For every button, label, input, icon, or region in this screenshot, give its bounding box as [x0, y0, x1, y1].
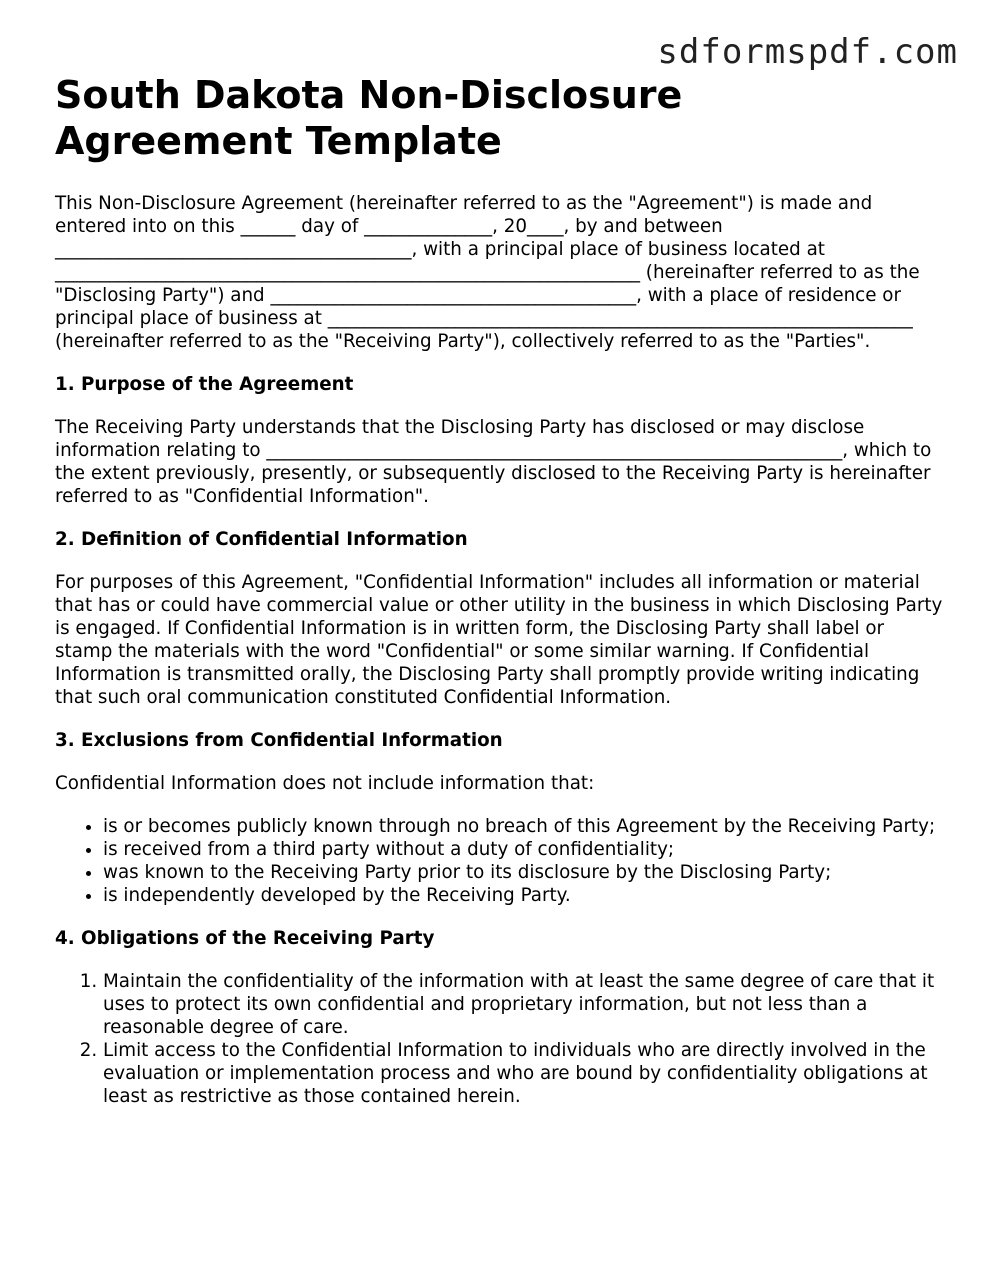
title-line-2: Agreement Template — [55, 119, 502, 163]
section-heading-exclusions: 3. Exclusions from Confidential Information — [55, 730, 503, 751]
section-heading-obligations: 4. Obligations of the Receiving Party — [55, 928, 435, 949]
section-heading-purpose: 1. Purpose of the Agreement — [55, 374, 354, 395]
section-heading-definition: 2. Definition of Confidential Information — [55, 529, 468, 550]
exclusions-list — [55, 815, 943, 907]
list-item: 1. Maintain the confidentiality of the information with at least the same degree of care that it uses to protect its own confidential and proprietary information, but not less than a reasonable degree of care. — [103, 970, 943, 1039]
list-item: • is or becomes publicly known through no breach of this Agreement by the Receiving Party; — [103, 815, 943, 838]
section-body-purpose: The Receiving Party understands that the Disclosing Party has disclosed or may disclose information relating to _______________________________________________________________, which to the extent previously, presently, or subsequently disclosed to the Receiving Party is hereinafter referred to as "Confidential Information". — [55, 417, 932, 507]
obligations-list — [55, 970, 943, 1108]
list-item: 2. Limit access to the Confidential Information to individuals who are directly involved in the evaluation or implementation process and who are bound by confidentiality obligations at least as restrictive as those contained herein. — [103, 1039, 943, 1108]
list-item: • is independently developed by the Receiving Party. — [103, 884, 943, 907]
document-page — [55, 72, 943, 1108]
site-watermark: sdformspdf.com — [657, 32, 958, 72]
section-body-definition: For purposes of this Agreement, "Confidential Information" includes all information or material that has or could have commercial value or other utility in the business in which Disclosing Party is engaged. If Confidential Information is in written form, the Disclosing Party shall label or stamp the materials with the word "Confidential" or some similar warning. If Confidential Information is transmitted orally, the Disclosing Party shall promptly provide writing indicating that such oral communication constituted Confidential Information. — [55, 572, 943, 708]
list-item: • is received from a third party without a duty of confidentiality; — [103, 838, 943, 861]
intro-paragraph: This Non-Disclosure Agreement (hereinafter referred to as the "Agreement") is made and entered into on this ______ day of ______________, 20____, by and between _______________________________________, with a principal place of business located at ________________________________________________________________ (hereinafter referred to as the "Disclosing Party") and ________________________________________, with a place of residence or principal place of business at ________________________________________________________________ (hereinafter referred to as the "Receiving Party"), collectively referred to as the "Parties". — [55, 193, 920, 352]
document-title — [55, 72, 943, 164]
section-body-exclusions: Confidential Information does not include information that: — [55, 773, 595, 794]
list-item: • was known to the Receiving Party prior to its disclosure by the Disclosing Party; — [103, 861, 943, 884]
title-line-1: South Dakota Non-Disclosure — [55, 73, 683, 117]
